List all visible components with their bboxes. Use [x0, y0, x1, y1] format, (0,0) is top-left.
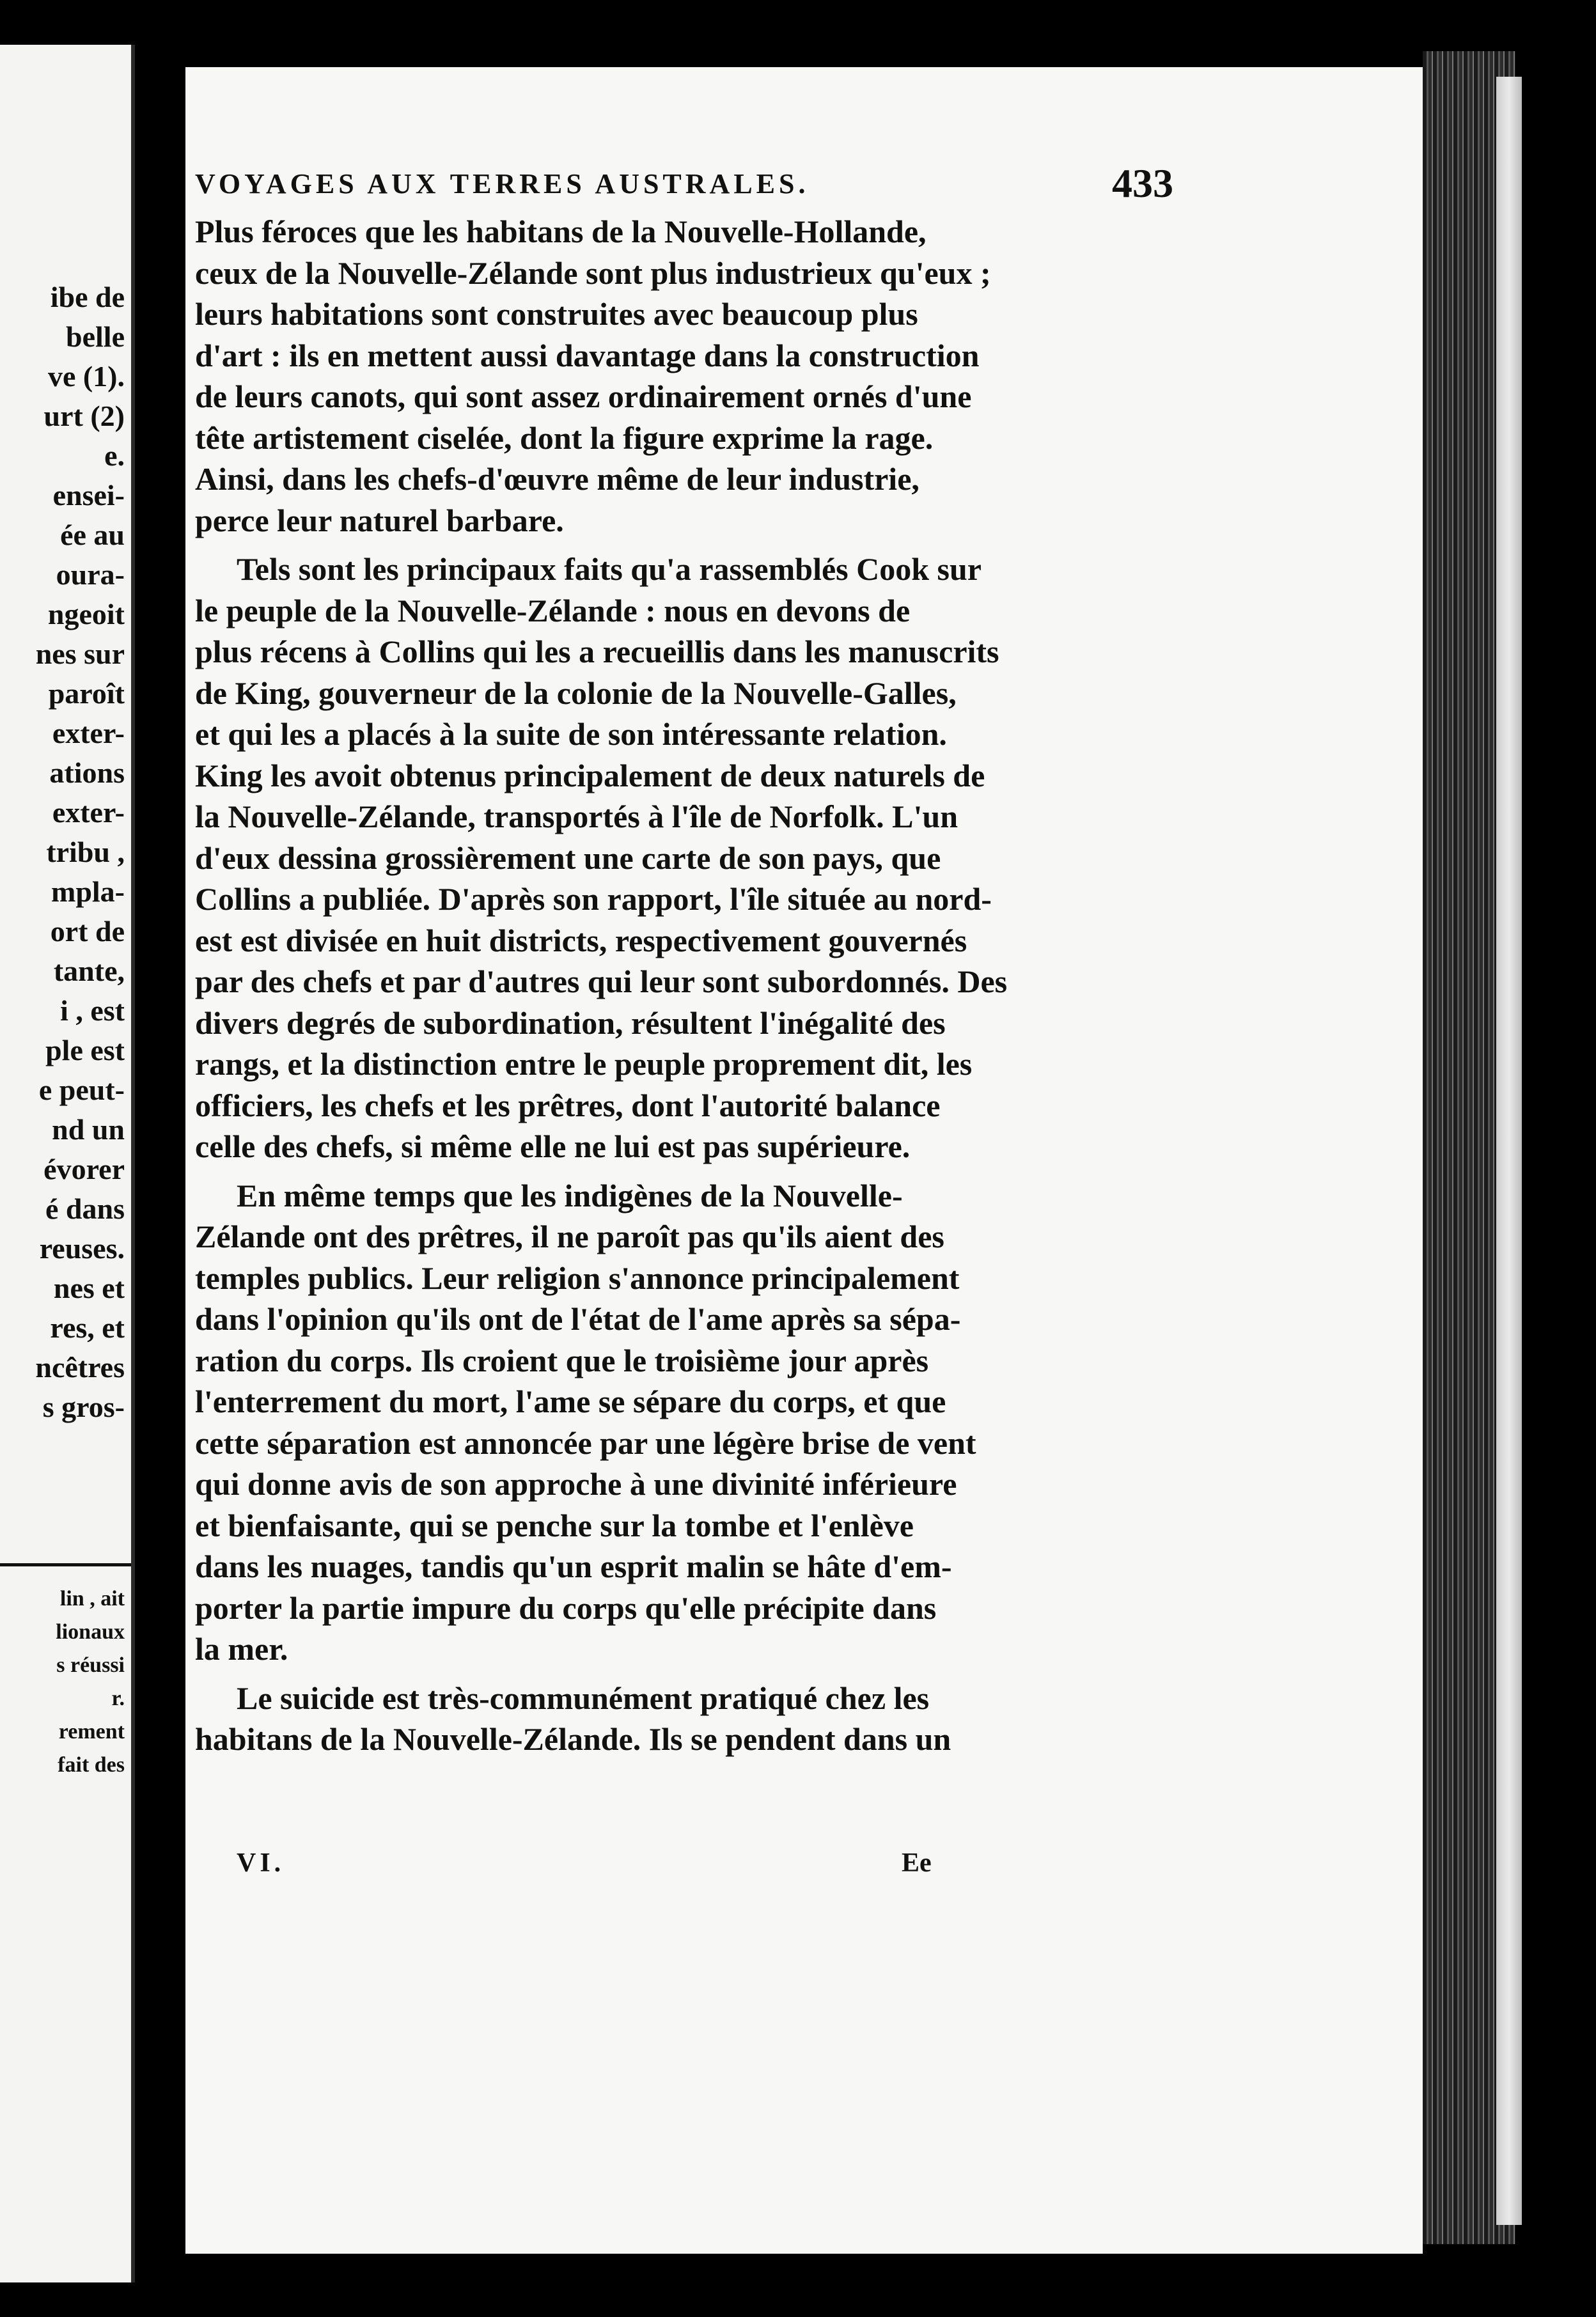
text-line: Le suicide est très-communément pratiqué chez les	[237, 1680, 930, 1716]
text-line: En même temps que les indigènes de la Nouvelle-	[237, 1177, 903, 1213]
text-line: officiers, les chefs et les prêtres, dont l'autorité balance	[195, 1087, 941, 1123]
paragraph	[195, 1678, 1154, 1760]
text-line: d'eux dessina grossièrement une carte de son pays, que	[195, 839, 941, 876]
facing-page-note-line: s réussi	[56, 1653, 125, 1677]
facing-page-line: tante,	[53, 955, 125, 987]
text-line: de leurs canots, qui sont assez ordinairement ornés d'une	[195, 378, 972, 414]
facing-page-line: mpla-	[51, 875, 125, 908]
facing-page-line: nes et	[53, 1272, 125, 1304]
paragraph-gap	[195, 1167, 1154, 1175]
facing-page-line: tribu ,	[46, 836, 125, 868]
facing-page-line: ve (1).	[47, 360, 125, 393]
text-line: plus récens à Collins qui les a recueillis dans les manuscrits	[195, 634, 999, 669]
text-line: par des chefs et par d'autres qui leur sont subordonnés. Des	[195, 963, 1008, 999]
text-line: la mer.	[195, 1631, 288, 1667]
facing-page-line: exter-	[52, 717, 125, 749]
text-line: cette séparation est annoncée par une légère brise de vent	[195, 1424, 976, 1461]
text-line: est est divisée en huit districts, respectivement gouvernés	[195, 922, 967, 958]
facing-page-line: reuses.	[39, 1232, 125, 1265]
facing-page-note-line: lionaux	[56, 1620, 125, 1644]
facing-page-line: ple est	[45, 1034, 125, 1066]
facing-page-line: ations	[49, 756, 125, 789]
text-line: Zélande ont des prêtres, il ne paroît pas qu'ils aient des	[195, 1219, 944, 1254]
paragraph	[195, 549, 1154, 1167]
text-line: Tels sont les principaux faits qu'a rassemblés Cook sur	[237, 551, 982, 587]
facing-page-line: e peut-	[38, 1073, 125, 1106]
facing-page-line: belle	[66, 320, 125, 353]
text-line: celle des chefs, si même elle ne lui est pas supérieure.	[195, 1128, 911, 1164]
facing-page-line: ncêtres	[35, 1351, 125, 1384]
facing-page-note-line: rement	[58, 1720, 125, 1744]
text-line: porter la partie impure du corps qu'elle précipite dans	[195, 1589, 937, 1626]
facing-page-line: évorer	[43, 1153, 125, 1185]
text-line: Ainsi, dans les chefs-d'œuvre même de leur industrie,	[195, 461, 919, 497]
page-body	[195, 211, 1154, 1760]
text-line: et qui les a placés à la suite de son intéressante relation.	[195, 716, 947, 752]
facing-page-line: res, et	[50, 1311, 125, 1344]
text-line: King les avoit obtenus principalement de deux naturels de	[195, 757, 985, 793]
footnote-rule	[0, 1563, 131, 1566]
text-line: dans l'opinion qu'ils ont de l'état de l'ame après sa sépa-	[195, 1301, 961, 1337]
facing-page-line: ngeoit	[47, 598, 125, 630]
text-line: dans les nuages, tandis qu'un esprit malin se hâte d'em-	[195, 1549, 952, 1584]
text-line: qui donne avis de son approche à une divinité inférieure	[195, 1466, 957, 1502]
paragraph	[195, 1175, 1154, 1670]
page-number: 433	[1112, 160, 1173, 206]
text-line: le peuple de la Nouvelle-Zélande : nous en devons de	[195, 592, 911, 628]
text-line: et bienfaisante, qui se penche sur la tombe et l'enlève	[195, 1507, 914, 1543]
text-line: ration du corps. Ils croient que le troisième jour après	[195, 1342, 929, 1378]
paragraph-gap	[195, 1670, 1154, 1678]
running-header	[195, 160, 1173, 211]
facing-page-note-line: r.	[111, 1687, 125, 1710]
facing-page-line: é dans	[45, 1192, 125, 1225]
facing-page-line: i , est	[60, 994, 125, 1027]
facing-page-line: oura-	[56, 558, 125, 591]
facing-page-line: exter-	[52, 796, 125, 829]
facing-page-line: paroît	[48, 677, 125, 710]
paragraph-gap	[195, 541, 1154, 549]
facing-page-fragment	[0, 45, 135, 2282]
text-line: Collins a publiée. D'après son rapport, l'île située au nord-	[195, 881, 992, 917]
text-line: ceux de la Nouvelle-Zélande sont plus industrieux qu'eux ;	[195, 254, 991, 291]
book-page-edges-highlight	[1496, 77, 1522, 2225]
facing-page-line: ort de	[50, 915, 125, 948]
facing-page-line: urt (2)	[43, 400, 125, 432]
facing-page-line: ée au	[60, 519, 125, 551]
facing-page-line: ensei-	[52, 479, 125, 511]
facing-page-line: ibe de	[50, 281, 125, 313]
text-line: d'art : ils en mettent aussi davantage dans la construction	[195, 337, 980, 373]
text-line: perce leur naturel barbare.	[195, 502, 564, 538]
paragraph	[195, 211, 1154, 541]
text-line: rangs, et la distinction entre le peuple proprement dit, les	[195, 1046, 973, 1082]
text-line: temples publics. Leur religion s'annonce principalement	[195, 1260, 960, 1296]
text-line: habitans de la Nouvelle-Zélande. Ils se pendent dans un	[195, 1721, 951, 1757]
facing-page-line: nes sur	[35, 637, 125, 670]
signature-left: VI.	[237, 1848, 285, 1878]
text-line: tête artistement ciselée, dont la figure exprime la rage.	[195, 419, 934, 456]
text-line: Plus féroces que les habitans de la Nouvelle-Hollande,	[195, 214, 927, 249]
text-line: la Nouvelle-Zélande, transportés à l'île de Norfolk. L'un	[195, 799, 958, 834]
facing-page-line: nd un	[52, 1113, 125, 1146]
facing-page-note-line: fait des	[58, 1753, 125, 1777]
page-footer	[211, 1848, 978, 1892]
text-line: l'enterrement du mort, l'ame se sépare du corps, et que	[195, 1384, 946, 1419]
facing-page-line: e.	[104, 439, 125, 472]
text-line: divers degrés de subordination, résultent l'inégalité des	[195, 1004, 946, 1041]
text-line: de King, gouverneur de la colonie de la Nouvelle-Galles,	[195, 675, 957, 711]
signature-right: Ee	[902, 1848, 932, 1878]
text-line: leurs habitations sont construites avec beaucoup plus	[195, 296, 918, 332]
facing-page-note-line: lin , ait	[59, 1587, 125, 1611]
running-title: VOYAGES AUX TERRES AUSTRALES.	[195, 168, 810, 199]
facing-page-line: s gros-	[42, 1391, 125, 1423]
